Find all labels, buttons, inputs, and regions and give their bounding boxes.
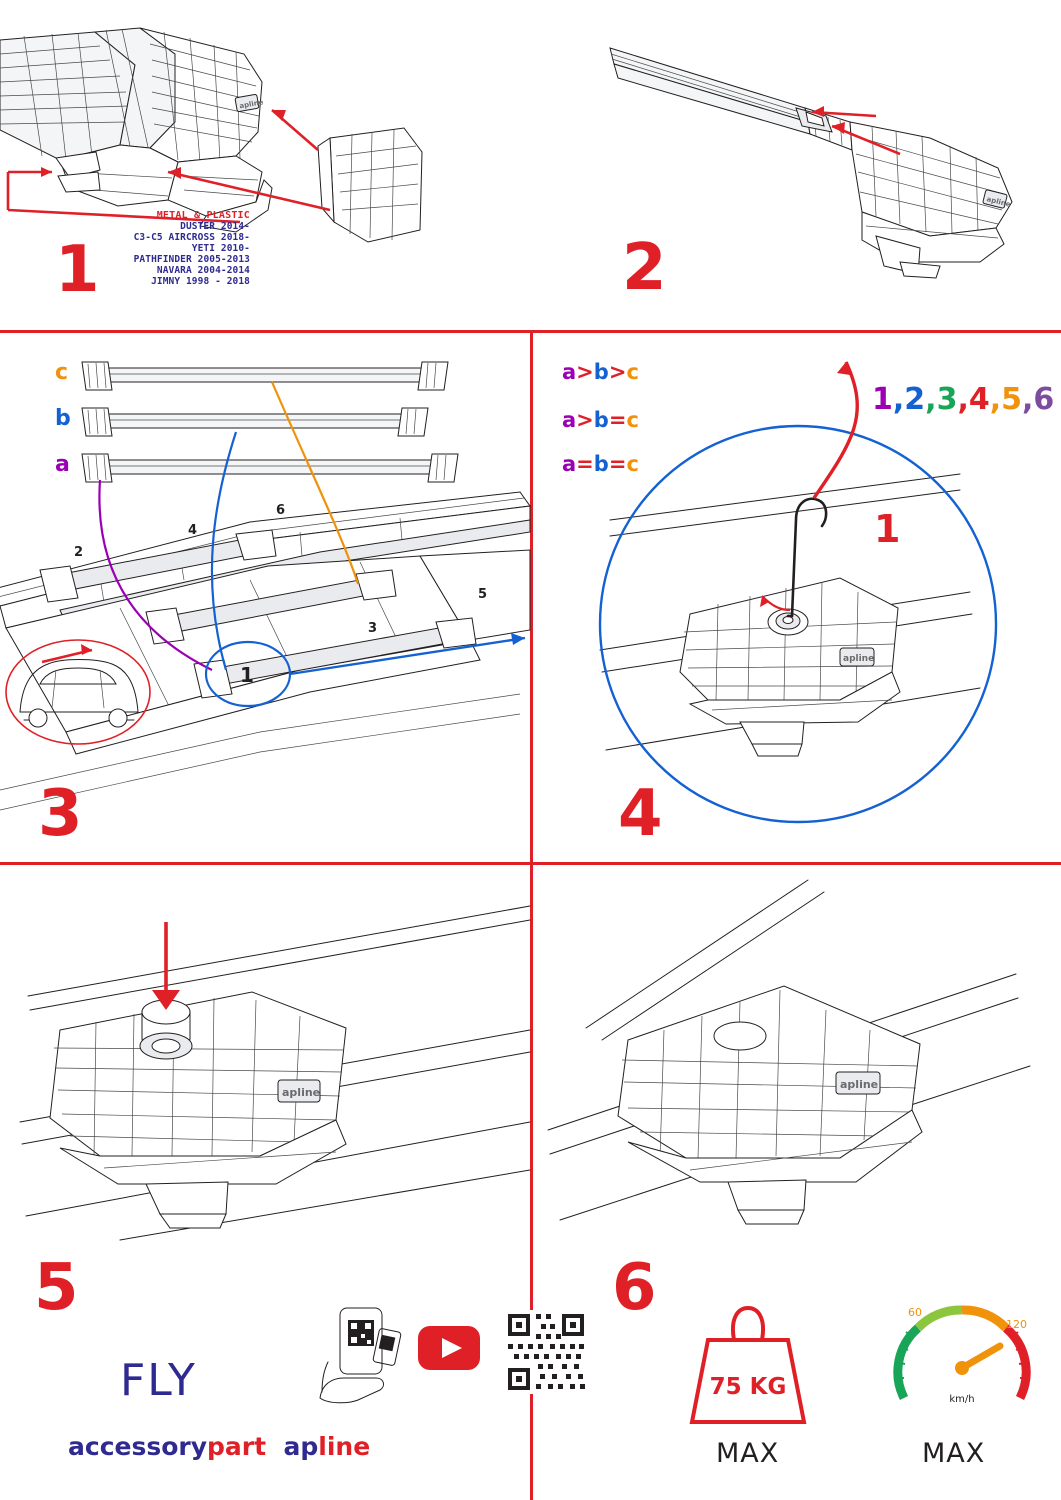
eq2-c: c [626,408,639,432]
svg-text:1: 1 [874,507,901,551]
brand-name: FLY [120,1355,197,1406]
bar-label-b: b [55,406,71,431]
step-number-4: 4 [618,777,663,851]
eq1-a: a [562,360,577,384]
seq-5: 5 [1001,382,1022,417]
crossbar [610,48,852,150]
step-5-illustration [0,870,530,1250]
vehicle-4: NAVARA 2004-2014 [156,265,250,276]
seq-2: 2 [904,382,926,417]
max-load-icon [678,1300,818,1430]
eq3-c: c [626,452,639,476]
step-6-illustration [540,870,1060,1230]
speed-tick-120: 120 [1006,1318,1027,1331]
phone-scan-icon[interactable] [320,1308,401,1403]
rack-foot-zoom [680,578,900,756]
svg-text:apline: apline [282,1086,321,1099]
tagline-accessory: accessory [68,1432,208,1461]
tagline-ap: ap [283,1432,319,1461]
qr-code-icon[interactable] [504,1310,588,1394]
seq-1: 1 [872,382,893,417]
eq1-op2: > [608,360,627,384]
tagline-line: line [318,1432,371,1461]
roof-rail [0,28,175,160]
vehicle-0: DUSTER 2014- [180,221,250,232]
seq-6: 6 [1033,382,1055,417]
load-value-text: 75 KG [709,1374,787,1400]
svg-text:1: 1 [240,663,254,687]
svg-text:3: 3 [368,621,378,636]
svg-text:apline: apline [840,1078,879,1091]
eq3-a: a [562,452,577,476]
loose-bar-c [82,362,448,390]
svg-text:apline: apline [238,98,265,111]
step-number-1: 1 [55,233,100,307]
eq1-op1: > [576,360,594,384]
press-arrow [152,922,180,1010]
eq2-b: b [593,408,609,432]
seq-4: 4 [968,382,990,417]
bar-label-c: c [55,360,69,385]
fly-brand [120,1355,197,1406]
loose-bar-a [82,454,458,482]
step-4-illustration [540,400,1060,840]
max-speed-label: MAX [922,1438,986,1469]
max-speed-icon [888,1294,1038,1434]
step-5-media-icons [318,1300,588,1410]
lock-cylinder [768,609,808,635]
vehicle-1: C3-C5 AIRCROSS 2018- [133,232,250,243]
svg-text:6: 6 [276,503,286,518]
svg-text:apline: apline [985,195,1012,209]
vehicle-3: PATHFINDER 2005-2013 [133,254,250,265]
eq2-a: a [562,408,577,432]
speed-unit-text: km/h [949,1394,975,1405]
seq-3: 3 [936,382,958,417]
eq3-b: b [593,452,609,476]
tagline-part: part [207,1432,267,1461]
svg-text:4: 4 [188,523,198,538]
eq2-op1: > [576,408,594,432]
speed-tick-60: 60 [908,1306,922,1319]
step-2-illustration [600,30,1060,280]
equation-1 [562,360,639,384]
max-load-label: MAX [716,1438,780,1469]
eq3-op2: = [608,452,627,476]
svg-text:5: 5 [478,587,488,602]
eq1-b: b [593,360,609,384]
svg-text:2: 2 [74,545,84,560]
vehicle-2: YETI 2010- [191,243,250,254]
eq3-op1: = [576,452,594,476]
step-4-sequence: 1,2,3,4,5,6 [872,382,1055,417]
step-number-3: 3 [38,777,83,851]
brand-tagline [68,1432,370,1461]
eq2-op2: = [608,408,627,432]
rack-cover-part [318,128,422,242]
rack-foot-closed-6 [618,986,922,1224]
eq1-c: c [626,360,639,384]
loose-bar-b [82,408,428,436]
rack-foot-cover-5 [50,992,346,1228]
metal-plastic-header: METAL & PLASTIC [156,210,250,221]
svg-text:apline: apline [843,654,875,664]
step-number-5: 5 [34,1251,79,1325]
step-number-6: 6 [612,1251,657,1325]
youtube-icon[interactable] [418,1326,480,1370]
vehicle-5: JIMNY 1998 - 2018 [151,276,250,287]
step-number-2: 2 [622,231,667,305]
bar-label-a: a [55,452,70,477]
